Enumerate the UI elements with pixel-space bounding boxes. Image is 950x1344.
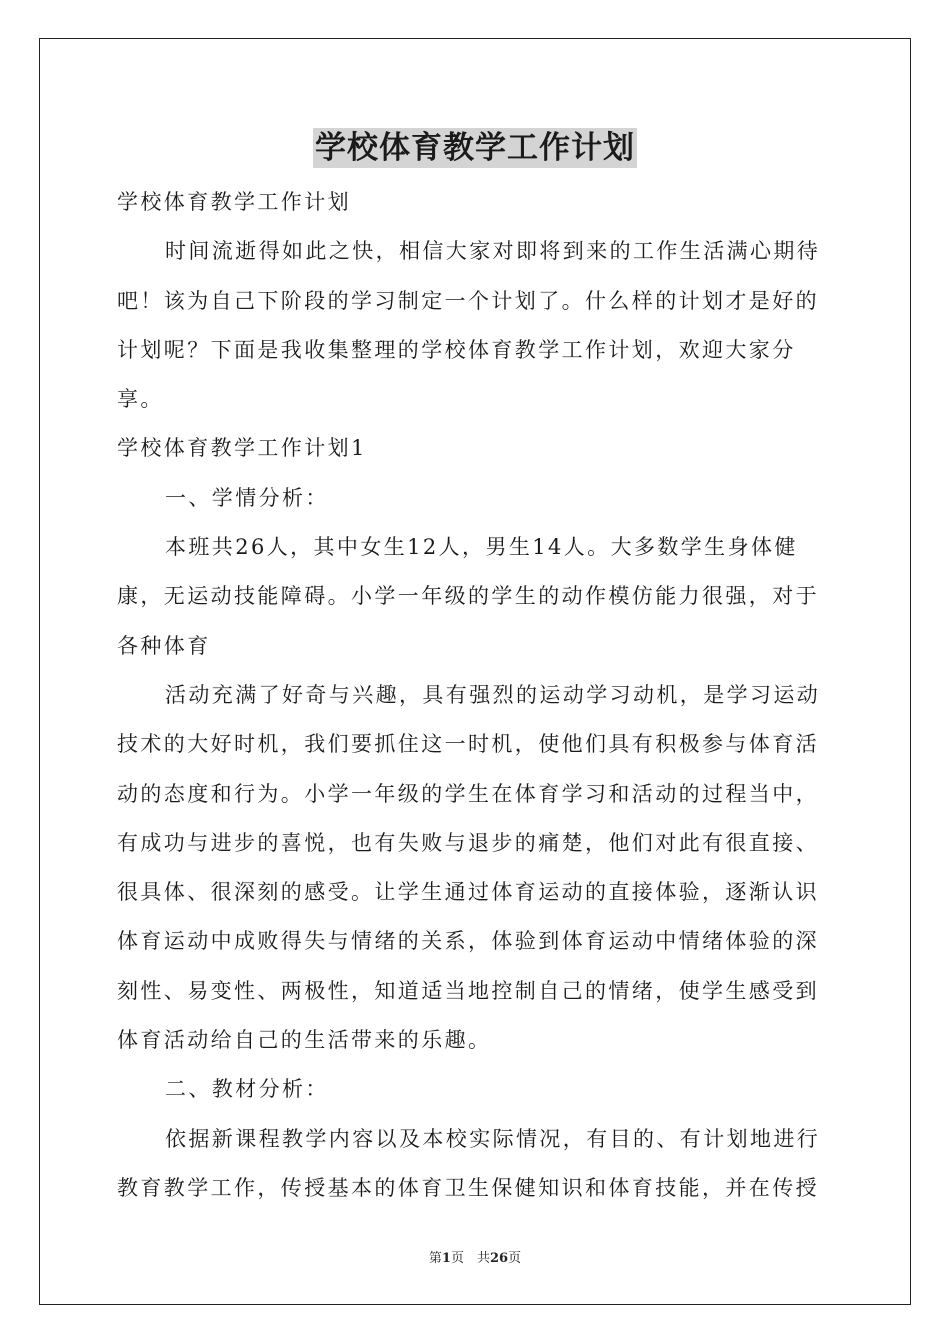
footer-prefix: 第 [428,1251,442,1266]
footer-current-page: 1 [441,1251,451,1266]
paragraph-activity-interest: 活动充满了好奇与兴趣，具有强烈的运动学习动机，是学习运动技术的大好时机，我们要抓住这一时机，使他们具有积极参与体育活动的态度和行为。小学一年级的学生在体育学习和活动的过程当中，有成功与进步的喜悦，也有失败与退步的痛楚，他们对此有很直接、很具体、很深刻的感受。让学生通过体育运动的直接体验，逐渐认识体育运动中成败得失与情绪的关系，体验到体育运动中情绪体验的深刻性、易变性、两极性，知道适当地控制自己的情绪，使学生感受到体育活动给自己的生活带来的乐趣。 [117,682,821,1053]
footer-suffix: 页 [508,1251,522,1266]
paragraph-curriculum: 依据新课程教学内容以及本校实际情况，有目的、有计划地进行教育教学工作，传授基本的体育卫生保健知识和体育技能，并在传授 [117,1126,821,1200]
document-title-text: 学校体育教学工作计划 [315,130,635,166]
subtitle-line: 学校体育教学工作计划 [117,190,351,214]
section-heading-plan-1: 学校体育教学工作计划1 [117,436,367,461]
heading-material-analysis: 二、教材分析： [165,1077,329,1102]
footer-total-pages: 26 [489,1251,509,1266]
intro-paragraph: 时间流逝得如此之快，相信大家对即将到来的工作生活满心期待吧！该为自己下阶段的学习制定一个计划了。什么样的计划才是好的计划呢？下面是我收集整理的学校体育教学工作计划，欢迎大家分享。 [117,239,821,412]
footer-mid: 页 共 [450,1251,490,1266]
heading-student-analysis: 一、学情分析： [165,485,329,510]
paragraph-class-composition: 本班共26人，其中女生12人，男生14人。大多数学生身体健康，无运动技能障碍。小学一年级的学生的动作模仿能力很强，对于各种体育 [117,535,819,658]
page-footer [0,1251,950,1267]
document-title [0,128,950,168]
document-body [117,178,837,1213]
